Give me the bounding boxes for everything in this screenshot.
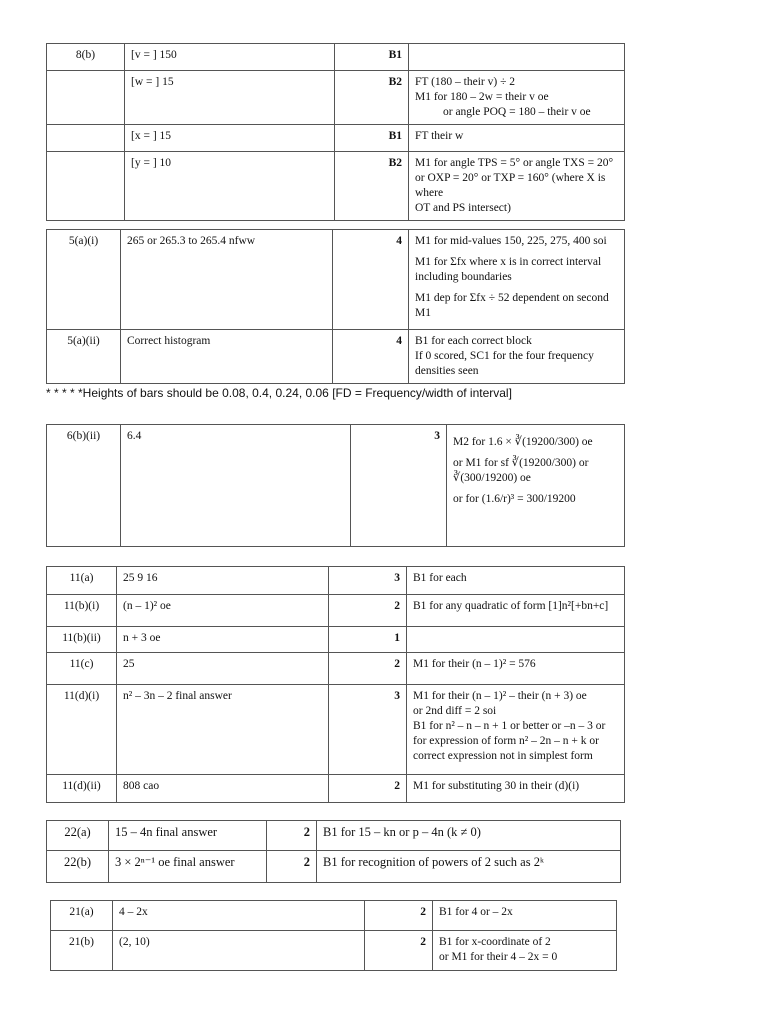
notes-cell: B1 for 4 or – 2x — [433, 901, 617, 931]
note-line: B1 for n² – n – n + 1 or better or –n – 3 or for expression of form n² – 2n – n + k or correct expression not in simplest form — [413, 720, 606, 762]
answer-cell: n² – 3n – 2 final answer — [117, 685, 329, 775]
mark-cell: 3 — [329, 567, 407, 595]
answer-cell: [y = ] 10 — [125, 152, 335, 221]
mark-scheme-table-8b — [46, 43, 625, 221]
note-line: or angle POQ = 180 – their v oe — [443, 106, 591, 118]
answer-cell: 808 cao — [117, 775, 329, 803]
note-line: M1 dep for Σfx ÷ 52 dependent on second M1 — [415, 292, 609, 319]
notes-cell: B1 for 15 – kn or p – 4n (k ≠ 0) — [317, 821, 621, 851]
question-number: 11(c) — [47, 653, 117, 685]
question-number: 11(b)(ii) — [47, 627, 117, 653]
question-number: 11(d)(i) — [47, 685, 117, 775]
mark-scheme-table-6bii — [46, 424, 625, 547]
mark-cell: 1 — [329, 627, 407, 653]
question-number: 21(b) — [51, 931, 113, 971]
question-number: 11(d)(ii) — [47, 775, 117, 803]
mark-scheme-table-11 — [46, 566, 625, 803]
table-row — [47, 44, 625, 71]
question-number: 11(b)(i) — [47, 595, 117, 627]
question-number: 22(a) — [47, 821, 109, 851]
table-row — [47, 595, 625, 627]
answer-cell: Correct histogram — [121, 330, 333, 384]
note-line: M1 for their (n – 1)² – their (n + 3) oe — [413, 690, 587, 702]
notes-cell — [433, 931, 617, 971]
mark-cell: 2 — [267, 851, 317, 883]
mark-cell: 3 — [351, 425, 447, 547]
note-line: If 0 scored, SC1 for the four frequency densities seen — [415, 350, 594, 377]
notes-cell — [407, 627, 625, 653]
notes-cell: B1 for each — [407, 567, 625, 595]
question-number: 21(a) — [51, 901, 113, 931]
notes-cell: M1 for their (n – 1)² = 576 — [407, 653, 625, 685]
question-number: 22(b) — [47, 851, 109, 883]
notes-cell — [409, 152, 625, 221]
note-line: or for (1.6/r)³ = 300/19200 — [453, 493, 576, 505]
note-line: M1 for mid-values 150, 225, 275, 400 soi — [415, 235, 607, 247]
answer-cell: [x = ] 15 — [125, 125, 335, 152]
answer-cell: 3 × 2ⁿ⁻¹ oe final answer — [109, 851, 267, 883]
table-row — [47, 851, 621, 883]
table-row — [47, 330, 625, 384]
mark-cell: 4 — [333, 330, 409, 384]
mark-cell: 2 — [329, 775, 407, 803]
notes-cell: B1 for any quadratic of form [1]n²[+bn+c] — [407, 595, 625, 627]
table-row — [47, 71, 625, 125]
mark-cell: B2 — [335, 152, 409, 221]
answer-cell: n + 3 oe — [117, 627, 329, 653]
notes-cell — [409, 230, 625, 330]
table-row — [47, 567, 625, 595]
question-number: 6(b)(ii) — [47, 425, 121, 547]
mark-cell: 2 — [329, 595, 407, 627]
notes-cell — [409, 330, 625, 384]
answer-cell: [v = ] 150 — [125, 44, 335, 71]
mark-cell: B1 — [335, 44, 409, 71]
note-line: B1 for x-coordinate of 2 — [439, 936, 551, 948]
answer-cell: 25 9 16 — [117, 567, 329, 595]
note-line: or 2nd diff = 2 soi — [413, 705, 497, 717]
mark-cell: 2 — [365, 901, 433, 931]
note-line: FT (180 – their v) ÷ 2 — [415, 76, 516, 88]
question-number: 5(a)(i) — [47, 230, 121, 330]
note-line: M1 for Σfx where x is in correct interval including boundaries — [415, 256, 602, 283]
answer-cell: 6.4 — [121, 425, 351, 547]
mark-cell: 2 — [267, 821, 317, 851]
mark-scheme-table-5a — [46, 229, 625, 384]
answer-cell: [w = ] 15 — [125, 71, 335, 125]
table-row — [47, 653, 625, 685]
answer-cell: (n – 1)² oe — [117, 595, 329, 627]
answer-cell: 4 – 2x — [113, 901, 365, 931]
note-line: B1 for each correct block — [415, 335, 532, 347]
table-row — [47, 821, 621, 851]
note-line: M2 for 1.6 × ∛(19200/300) oe — [453, 436, 593, 448]
question-number — [47, 125, 125, 152]
note-line: or OXP = 20° or TXP = 160° (where X is where — [415, 172, 606, 199]
question-number: 8(b) — [47, 44, 125, 71]
table-row — [51, 931, 617, 971]
table-row — [47, 425, 625, 547]
mark-cell: 2 — [329, 653, 407, 685]
notes-cell — [407, 685, 625, 775]
question-number — [47, 71, 125, 125]
mark-cell: 3 — [329, 685, 407, 775]
answer-cell: 265 or 265.3 to 265.4 nfww — [121, 230, 333, 330]
table-row — [47, 230, 625, 330]
notes-cell — [409, 44, 625, 71]
mark-scheme-table-22 — [46, 820, 621, 883]
answer-cell: 15 – 4n final answer — [109, 821, 267, 851]
table-row — [47, 627, 625, 653]
notes-cell: FT their w — [409, 125, 625, 152]
mark-cell: B2 — [335, 71, 409, 125]
notes-cell — [447, 425, 625, 547]
question-number: 11(a) — [47, 567, 117, 595]
question-number — [47, 152, 125, 221]
table-row — [47, 152, 625, 221]
mark-cell: B1 — [335, 125, 409, 152]
note-line: or M1 for sf ∛(19200/300) or ∛(300/19200) oe — [453, 457, 589, 484]
table-row — [51, 901, 617, 931]
notes-cell: B1 for recognition of powers of 2 such as 2ᵏ — [317, 851, 621, 883]
notes-cell — [409, 71, 625, 125]
mark-cell: 4 — [333, 230, 409, 330]
table-row — [47, 685, 625, 775]
answer-cell: (2, 10) — [113, 931, 365, 971]
note-line: M1 for 180 – 2w = their v oe — [415, 91, 549, 103]
question-number: 5(a)(ii) — [47, 330, 121, 384]
note-line: or M1 for their 4 – 2x = 0 — [439, 951, 558, 963]
histogram-note: * * * * *Heights of bars should be 0.08, 0.4, 0.24, 0.06 [FD = Frequency/width of interval] — [46, 386, 512, 400]
table-row — [47, 775, 625, 803]
note-line: OT and PS intersect) — [415, 202, 511, 214]
mark-scheme-table-21 — [50, 900, 617, 971]
notes-cell: M1 for substituting 30 in their (d)(i) — [407, 775, 625, 803]
answer-cell: 25 — [117, 653, 329, 685]
mark-cell: 2 — [365, 931, 433, 971]
table-row — [47, 125, 625, 152]
note-line: M1 for angle TPS = 5° or angle TXS = 20° — [415, 157, 614, 169]
